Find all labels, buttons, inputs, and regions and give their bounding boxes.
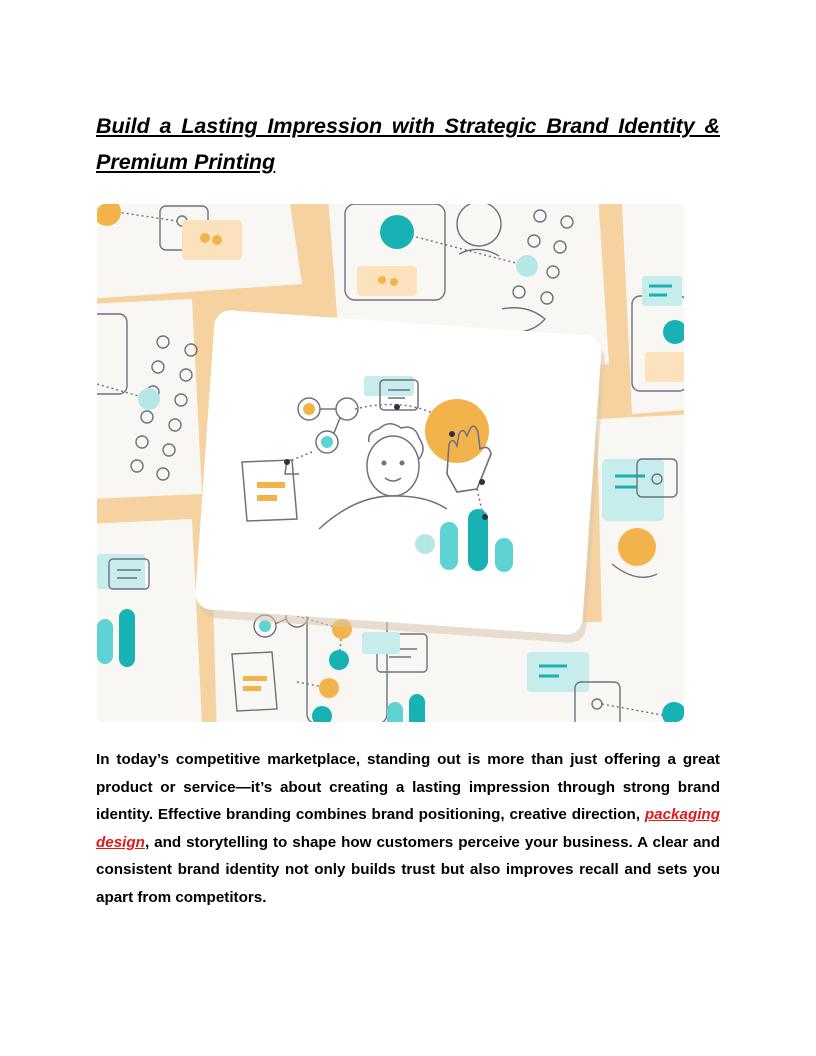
intro-paragraph <box>96 746 720 912</box>
packaging-design-link[interactable]: packaging design <box>96 806 720 851</box>
brand-identity-illustration-icon <box>97 204 684 722</box>
intro-text-before-link: In today’s competitive marketplace, standing out is more than just offering a great product or service—it’s about creating a lasting impression through strong brand identity. Effective branding combines brand positioning, creative direction, <box>96 751 720 824</box>
intro-text-after-link: , and storytelling to shape how customers perceive your business. A clear and consistent brand identity not only builds trust but also improves recall and sets you apart from competitors. <box>96 833 720 906</box>
hero-image <box>97 204 684 722</box>
page-title: Build a Lasting Impression with Strategic Brand Identity & Premium Printing <box>96 114 720 174</box>
